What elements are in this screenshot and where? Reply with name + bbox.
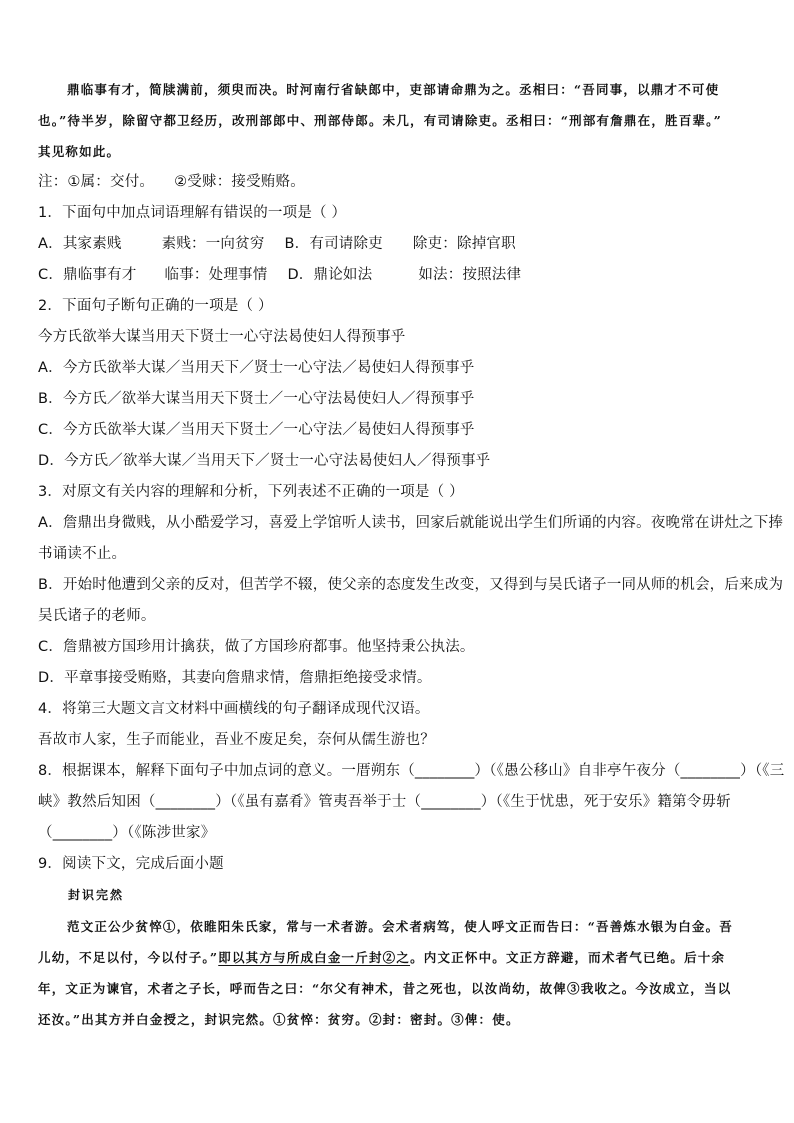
reading-text: 儿幼，不足以付，今以付子。”	[38, 950, 219, 965]
question-8-line: 8．根据课本，解释下面句子中加点词的意义。一厝朔东（________）（《愚公移山》自非亭午夜分（________）（《三	[38, 763, 785, 779]
option-a-gloss: 素贱：一向贫穷	[161, 236, 265, 252]
document-page	[38, 74, 785, 1035]
question-4-sentence: 吾故市人家，生子而能业，吾业不废足矣，奈何从儒生游也？	[38, 732, 435, 748]
question-4-stem: 4．将第三大题文言文材料中画横线的句子翻译成现代汉语。	[38, 701, 430, 717]
reading-text: 。内文正怀中。文正方辞避，而术者气已绝。后十余	[410, 950, 726, 965]
question-2-stem: 2．下面句子断句正确的一项是（ ）	[38, 298, 273, 314]
question-1-options-ab	[38, 229, 756, 260]
question-1-options-cd	[38, 260, 756, 291]
question-8-line: 峡》教然后知困（________）（《虽有嘉肴》管夷吾举于士（________）（《生于忧患，死于安乐》籍第令毋斩	[38, 794, 731, 810]
option-d-gloss: 如法：按照法律	[418, 267, 522, 283]
passage-line: 鼎临事有才，简牍满前，须臾而决。时河南行省缺郎中，吏部请命鼎为之。丞相曰：“吾同事，以鼎才不可使	[67, 82, 720, 97]
reading-paragraph-line	[38, 942, 756, 973]
option-d-text: D．鼎论如法	[287, 267, 373, 283]
question-9-stem: 9．阅读下文，完成后面小题	[38, 856, 224, 872]
question-1-stem: 1．下面句中加点词语理解有错误的一项是（ ）	[38, 205, 347, 221]
question-2-sentence: 今方氏欲举大谋当用天下贤士一心守法曷使妇人得预事乎	[38, 329, 406, 345]
passage-line: 其见称如此。	[38, 144, 121, 159]
question-3-option-d: D．平章事接受贿赂，其妻向詹鼎求情，詹鼎拒绝接受求情。	[38, 670, 432, 686]
option-c-text: C．鼎临事有才	[38, 267, 137, 283]
question-8-line: （________）（《陈涉世家》	[38, 825, 216, 841]
note-first: 注：①属：交付。	[38, 174, 155, 190]
question-2-option-a: A．今方氏欲举大谋／当用天下／贤士一心守法／曷使妇人得预事乎	[38, 360, 475, 376]
question-3-option-c: C．詹鼎被方国珍用计擒获，做了方国珍府都事。他坚持秉公执法。	[38, 639, 475, 655]
option-c-gloss: 临事：处理事情	[164, 267, 268, 283]
question-3-option-a-cont: 书诵读不止。	[38, 546, 127, 562]
annotation-note	[38, 167, 756, 198]
option-b-gloss: 除吏：除掉官职	[412, 236, 516, 252]
question-3-option-b-cont: 吴氏诸子的老师。	[38, 608, 156, 624]
underlined-sentence: 即以其方与所成白金一斤封②之	[218, 950, 411, 965]
question-2-option-b: B．今方氏／欲举大谋当用天下贤士／一心守法曷使妇人／得预事乎	[38, 391, 475, 407]
reading-paragraph-line: 范文正公少贫悴①，依睢阳朱氏家，常与一术者游。会术者病笃，使人呼文正而告曰：“吾善炼水银为白金。吾	[67, 919, 733, 934]
reading-title: 封识完然	[68, 888, 125, 902]
question-3-option-b: B．开始时他遭到父亲的反对，但苦学不辍，使父亲的态度发生改变，又得到与吴氏诸子一同从师的机会，后来成为	[38, 577, 784, 593]
note-second: ②受赇：接受贿赂。	[174, 174, 305, 190]
question-2-option-d: D．今方氏／欲举大谋／当用天下／贤士一心守法曷使妇人／得预事乎	[38, 453, 491, 469]
question-2-option-c: C．今方氏欲举大谋／当用天下贤士／一心守法／曷使妇人得预事乎	[38, 422, 475, 438]
reading-paragraph-line: 年，文正为谏官，术者之子长，呼而告之曰：“尔父有神术，昔之死也，以汝尚幼，故俾③我收之。今汝成立，当以	[38, 981, 732, 996]
reading-paragraph-line: 还汝。”出其方并白金授之，封识完然。①贫悴：贫穷。②封：密封。③俾：使。	[38, 1012, 520, 1027]
option-a-text: A．其家素贱	[38, 236, 122, 252]
passage-line: 也。”待半岁，除留守都卫经历，改刑部郎中、刑部侍郎。未几，有司请除吏。丞相曰：“刑部有詹鼎在，胜百辈。”	[38, 113, 722, 128]
question-3-stem: 3．对原文有关内容的理解和分析，下列表述不正确的一项是（ ）	[38, 484, 464, 500]
question-3-option-a: A．詹鼎出身微贱，从小酷爱学习，喜爱上学馆听人读书，回家后就能说出学生们所诵的内容。夜晚常在讲灶之下捧	[38, 515, 784, 531]
option-b-text: B．有司请除吏	[284, 236, 383, 252]
